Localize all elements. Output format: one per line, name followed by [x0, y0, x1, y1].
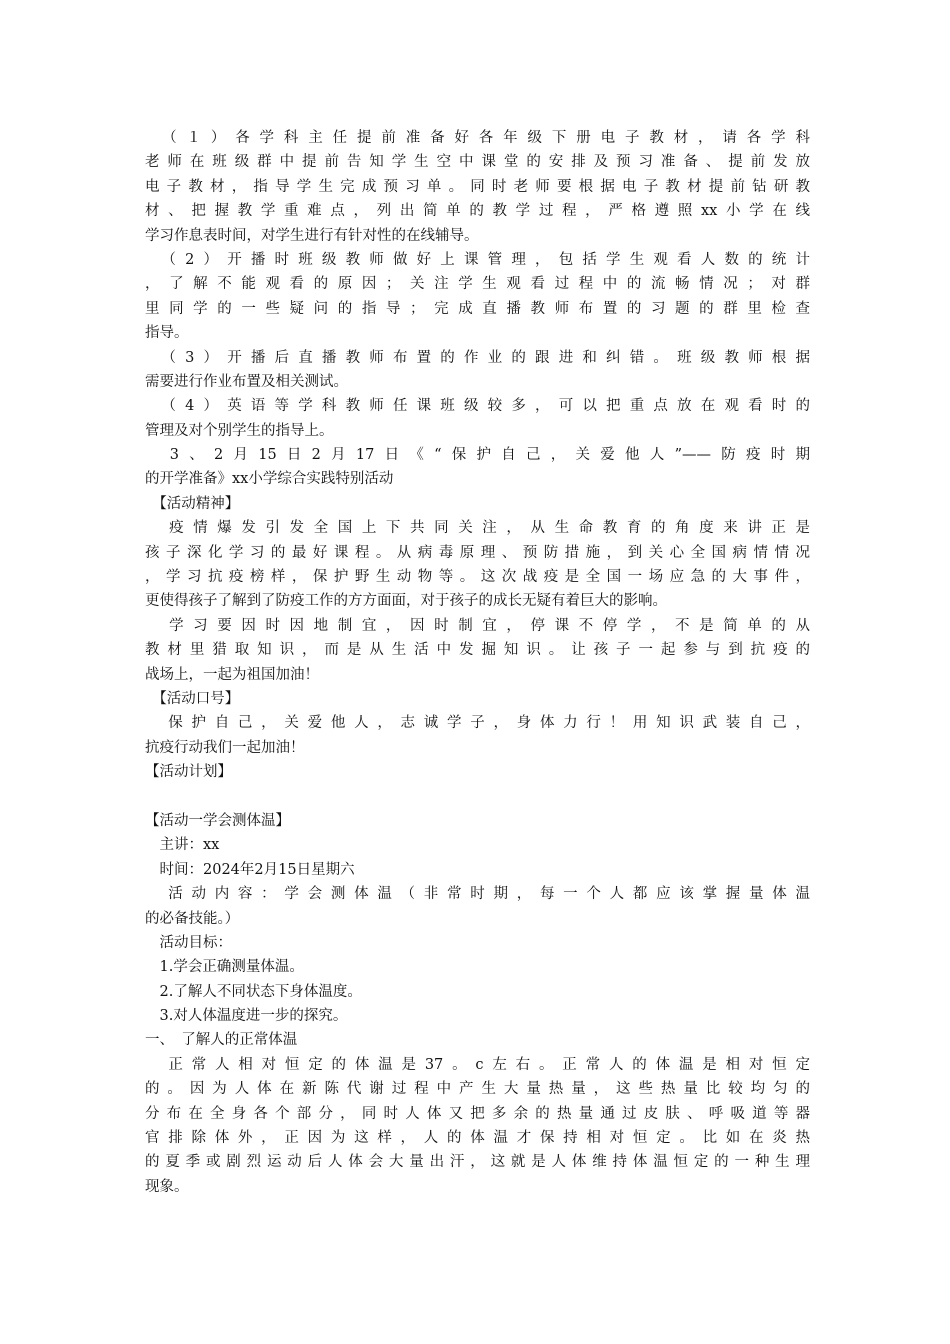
- text-line: 现象。: [145, 1178, 189, 1195]
- text-line: 指导。: [145, 325, 189, 342]
- text-line: 官排除体外，正因为这样，人的体温才保持相对恒定。比如在炎热: [145, 1130, 810, 1147]
- text-line: 学习作息表时间，对学生进行有针对性的在线辅导。: [145, 227, 479, 244]
- text-line: 的夏季或剧烈运动后人体会大量出汗，这就是人体维持体温恒定的一种生理: [145, 1154, 810, 1171]
- text-line: 3.对人体温度进一步的探究。: [145, 1008, 348, 1025]
- text-line: 一、 了解人的正常体温: [145, 1032, 298, 1049]
- text-line: 的。因为人体在新陈代谢过程中产生大量热量，这些热量比较均匀的: [145, 1081, 810, 1098]
- text-line: 2.了解人不同状态下身体温度。: [145, 983, 362, 1000]
- text-line: ，了解不能观看的原因；关注学生观看过程中的流畅情况；对群: [145, 276, 810, 293]
- text-line: 战场上，一起为祖国加油！: [145, 666, 319, 683]
- text-line: 老师在班级群中提前告知学生空中课堂的安排及预习准备、提前发放: [145, 154, 810, 171]
- text-line: 材、把握教学重难点，列出简单的教学过程，严格遵照xx小学在线: [145, 203, 810, 220]
- text-line: （2）开播时班级教师做好上课管理，包括学生观看人数的统计: [145, 251, 810, 268]
- text-line: 需要进行作业布置及相关测试。: [145, 373, 348, 390]
- text-line: （4）英语等学科教师任课班级较多，可以把重点放在观看时的: [145, 398, 810, 415]
- text-line: 电子教材，指导学生完成预习单。同时老师要根据电子教材提前钻研教: [145, 178, 810, 195]
- text-line: 学习要因时因地制宜，因时制宜，停课不停学，不是简单的从: [145, 617, 810, 634]
- text-line: 活动目标：: [145, 934, 232, 951]
- text-line: 孩子深化学习的最好课程。从病毒原理、预防措施，到关心全国病情情况: [145, 544, 810, 561]
- text-line: 保护自己，关爱他人，志诚学子，身体力行！用知识武装自己，: [145, 715, 810, 732]
- text-line: 里同学的一些疑问的指导；完成直播教师布置的习题的群里检查: [145, 300, 810, 317]
- text-line: 抗疫行动我们一起加油！: [145, 739, 305, 756]
- text-line: 主讲：xx: [145, 837, 220, 854]
- text-line: 时间：2024年2月15日星期六: [145, 861, 355, 878]
- text-line: 疫情爆发引发全国上下共同关注，从生命教育的角度来讲正是: [145, 520, 810, 537]
- text-line: 1.学会正确测量体温。: [145, 959, 304, 976]
- text-line: 分布在全身各个部分，同时人体又把多余的热量通过皮肤、呼吸道等器: [145, 1105, 810, 1122]
- text-line: 更使得孩子了解到了防疫工作的方方面面，对于孩子的成长无疑有着巨大的影响。: [145, 593, 667, 610]
- text-line: 【活动计划】: [145, 764, 232, 781]
- text-line: 【活动口号】: [145, 690, 240, 707]
- text-line: （１）各学科主任提前准备好各年级下册电子教材，请各学科: [145, 130, 810, 146]
- text-line: 活动内容：学会测体温（非常时期，每一个人都应该掌握量体温: [145, 886, 810, 903]
- text-line: 的开学准备》xx小学综合实践特别活动: [145, 471, 394, 488]
- text-line: 3、2月15日2月17日《“保护自己，关爱他人”——防疫时期: [145, 447, 810, 464]
- text-line: 【活动精神】: [145, 495, 240, 512]
- text-line: [145, 785, 810, 809]
- text-line: 【活动一学会测体温】: [145, 812, 290, 829]
- text-line: 教材里猎取知识，而是从生活中发掘知识。让孩子一起参与到抗疫的: [145, 642, 810, 659]
- text-line: 管理及对个别学生的指导上。: [145, 422, 334, 439]
- text-line: （3）开播后直播教师布置的作业的跟进和纠错。班级教师根据: [145, 349, 810, 366]
- text-line: 的必备技能。）: [145, 910, 240, 927]
- text-line: 正常人相对恒定的体温是37。c左右。正常人的体温是相对恒定: [145, 1056, 810, 1073]
- text-line: ，学习抗疫榜样，保护野生动物等。这次战疫是全国一场应急的大事件，: [145, 569, 810, 586]
- document-body: [145, 126, 810, 1199]
